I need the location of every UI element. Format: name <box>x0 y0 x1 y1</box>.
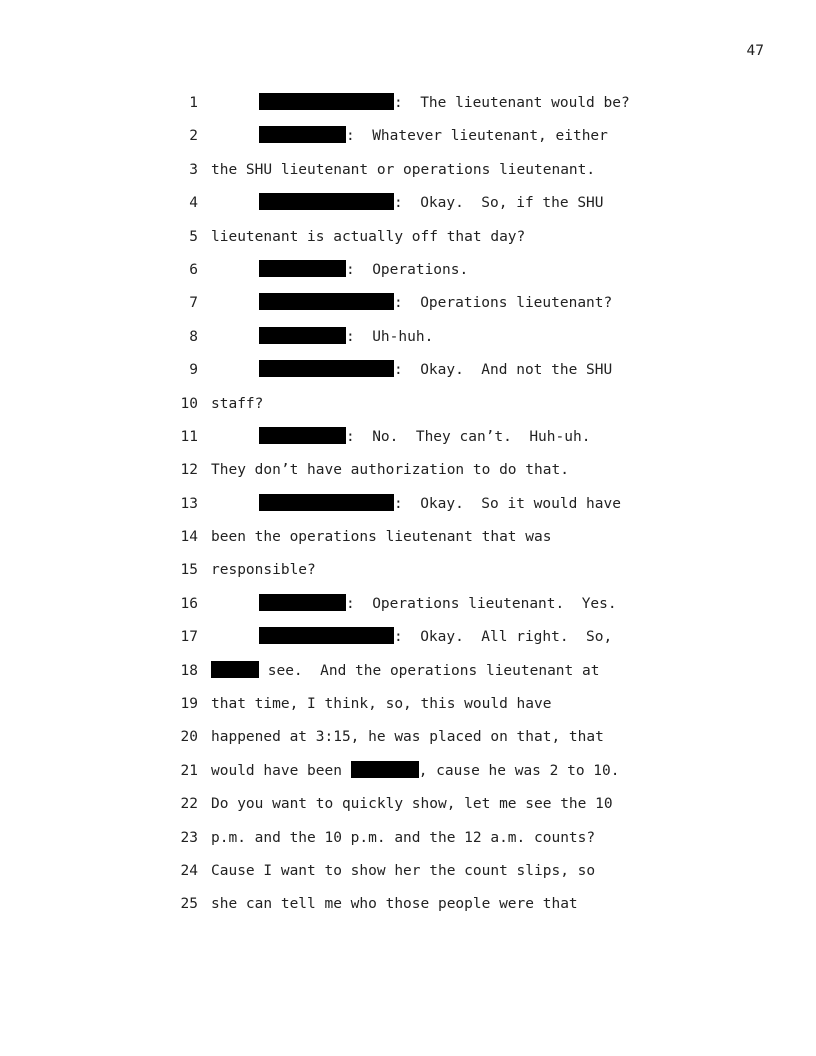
line-text <box>211 693 551 715</box>
line-text-segment: : Operations. <box>346 261 469 278</box>
line-text <box>259 326 433 348</box>
line-text-segment: : Okay. And not the SHU <box>394 362 613 379</box>
redaction-box <box>211 661 259 678</box>
redaction-box <box>259 126 346 143</box>
line-number: 15 <box>180 562 198 579</box>
line-text <box>211 159 595 181</box>
transcript-line <box>0 860 816 893</box>
line-text <box>259 125 608 147</box>
line-number: 22 <box>180 796 198 813</box>
line-text <box>259 493 621 515</box>
line-text <box>259 426 590 448</box>
line-text-segment: : Okay. So, if the SHU <box>394 195 604 212</box>
transcript-line <box>0 292 816 325</box>
line-text <box>259 359 612 381</box>
line-text-segment: : No. They can’t. Huh-uh. <box>346 428 591 445</box>
redaction-box <box>259 260 346 277</box>
line-text-segment: p.m. and the 10 p.m. and the 12 a.m. counts? <box>211 829 596 846</box>
line-text-segment: that time, I think, so, this would have <box>211 696 552 713</box>
line-number: 18 <box>180 662 198 679</box>
line-text-segment: , cause he was 2 to 10. <box>418 762 620 779</box>
redaction-box <box>259 494 394 511</box>
redaction-box <box>259 327 346 344</box>
line-text <box>211 226 525 248</box>
transcript-line <box>0 359 816 392</box>
transcript-line <box>0 893 816 926</box>
line-text <box>211 459 569 481</box>
line-text <box>259 259 468 281</box>
redaction-box <box>259 627 394 644</box>
line-text-segment: happened at 3:15, he was placed on that, that <box>211 729 604 746</box>
line-text-segment: lieutenant is actually off that day? <box>211 228 526 245</box>
transcript-line <box>0 526 816 559</box>
line-text-segment: : Operations lieutenant. Yes. <box>346 595 617 612</box>
transcript-line <box>0 726 816 759</box>
transcript-line <box>0 559 816 592</box>
line-number: 2 <box>189 128 198 145</box>
transcript-body <box>0 92 816 927</box>
line-text-segment: : Okay. So it would have <box>394 495 621 512</box>
page-number: 47 <box>746 43 764 59</box>
transcript-line <box>0 693 816 726</box>
transcript-line <box>0 92 816 125</box>
line-text-segment: staff? <box>211 395 264 412</box>
transcript-line <box>0 593 816 626</box>
transcript-line <box>0 626 816 659</box>
line-text <box>259 593 617 615</box>
line-number: 25 <box>180 896 198 913</box>
line-number: 8 <box>189 328 198 345</box>
line-number: 11 <box>180 428 198 445</box>
line-number: 19 <box>180 696 198 713</box>
line-text <box>211 827 595 849</box>
line-text-segment: see. And the operations lieutenant at <box>259 662 600 679</box>
line-text-segment: : The lieutenant would be? <box>394 95 630 111</box>
transcript-line <box>0 660 816 693</box>
transcript-line <box>0 493 816 526</box>
line-text-segment: : Whatever lieutenant, either <box>346 128 608 145</box>
transcript-line <box>0 459 816 492</box>
line-text-segment: : Uh-huh. <box>346 328 434 345</box>
line-number: 12 <box>180 462 198 479</box>
transcript-line <box>0 259 816 292</box>
transcript-line <box>0 426 816 459</box>
line-number: 5 <box>189 228 198 245</box>
line-text-segment: been the operations lieutenant that was <box>211 529 552 546</box>
line-text <box>259 92 630 114</box>
transcript-line <box>0 159 816 192</box>
transcript-line <box>0 760 816 793</box>
redaction-box <box>259 293 394 310</box>
redaction-box <box>259 193 394 210</box>
line-text <box>259 192 604 214</box>
line-text <box>211 793 613 815</box>
transcript-line <box>0 793 816 826</box>
line-text-segment: responsible? <box>211 562 316 579</box>
line-number: 24 <box>180 862 198 879</box>
line-number: 4 <box>189 195 198 212</box>
line-number: 17 <box>180 629 198 646</box>
line-number: 1 <box>189 95 198 111</box>
line-number: 21 <box>180 762 198 779</box>
line-number: 23 <box>180 829 198 846</box>
line-text <box>211 726 604 748</box>
line-number: 6 <box>189 261 198 278</box>
line-number: 7 <box>189 295 198 312</box>
line-text <box>259 292 612 314</box>
redaction-box <box>259 93 394 110</box>
line-text <box>211 393 263 415</box>
line-text-segment: the SHU lieutenant or operations lieutenant. <box>211 161 596 178</box>
line-text <box>259 626 612 648</box>
transcript-line <box>0 827 816 860</box>
line-text-segment: : Operations lieutenant? <box>394 295 613 312</box>
line-text <box>211 526 551 548</box>
line-text-segment: Do you want to quickly show, let me see the 10 <box>211 796 613 813</box>
redaction-box <box>259 594 346 611</box>
line-text-segment: They don’t have authorization to do that. <box>211 462 569 479</box>
transcript-line <box>0 192 816 225</box>
line-number: 3 <box>189 161 198 178</box>
line-number: 20 <box>180 729 198 746</box>
line-text <box>211 760 619 782</box>
transcript-line <box>0 326 816 359</box>
line-text-segment: would have been <box>211 762 351 779</box>
line-text <box>211 559 316 581</box>
redaction-box <box>259 360 394 377</box>
redaction-box <box>351 761 419 778</box>
transcript-line <box>0 393 816 426</box>
line-number: 14 <box>180 529 198 546</box>
redaction-box <box>259 427 346 444</box>
line-text-segment: : Okay. All right. So, <box>394 629 613 646</box>
line-number: 9 <box>189 362 198 379</box>
transcript-line <box>0 125 816 158</box>
line-number: 10 <box>180 395 198 412</box>
transcript-line <box>0 226 816 259</box>
line-text-segment: she can tell me who those people were that <box>211 896 578 913</box>
line-text-segment: Cause I want to show her the count slips, so <box>211 862 596 879</box>
line-text <box>211 893 578 915</box>
line-text <box>211 860 595 882</box>
line-text <box>211 660 599 682</box>
line-number: 13 <box>180 495 198 512</box>
line-number: 16 <box>180 595 198 612</box>
